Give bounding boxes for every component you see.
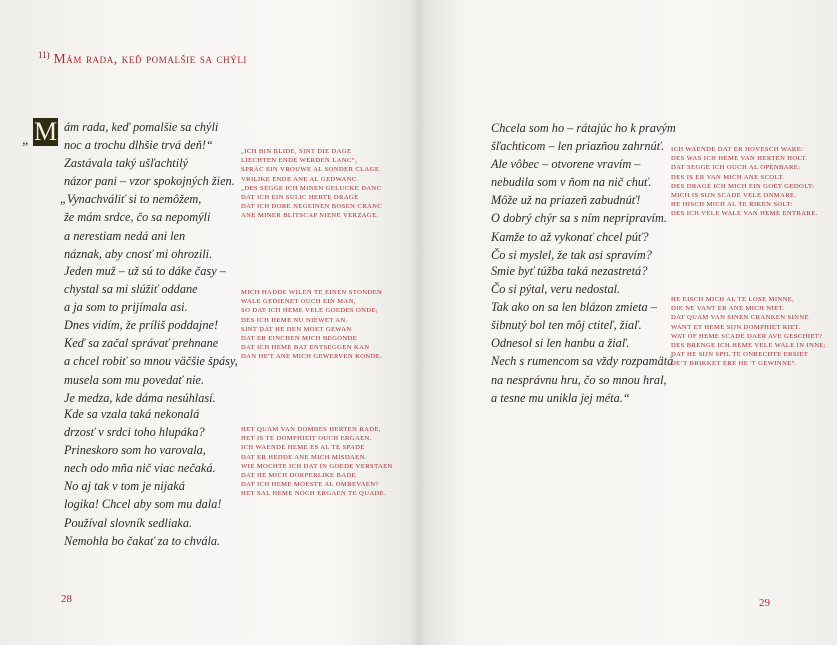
right-stanza-2 <box>491 262 673 407</box>
original-line: WANT ET HEME SIJN DOMPHIET RIET. <box>671 323 801 331</box>
verse-line: Tak ako on sa len blázon zmieta – <box>491 300 657 315</box>
verse-line: Nech s rumencom sa vždy rozpamätá <box>491 354 674 369</box>
verse-line: No aj tak v tom je nijaká <box>64 479 185 494</box>
verse-line: náznak, aby cnosť mi ohrozili. <box>64 246 213 261</box>
original-line: DES WAS ICH HEME VAN HERTEN HOLT. <box>671 155 808 163</box>
poem-number: 11) <box>38 50 50 60</box>
verse-line: a tesne mu unikla jej méta.“ <box>491 390 630 405</box>
poem-title: Mám rada, keď pomalšie sa chýli <box>53 51 248 66</box>
binding-stitch <box>416 360 419 374</box>
verse-line: Smie byť túžba taká nezastretá? <box>491 264 648 278</box>
binding-stitch <box>416 118 419 132</box>
original-line: DAT QUAM VAN SINEN CRANKEN SINNE <box>671 314 809 322</box>
verse-line: ám rada, keď pomalšie sa chýli <box>64 120 219 134</box>
original-line: SPRAC EIN VROUWE AL SONDER CLAGE <box>241 166 380 174</box>
page-number-left: 28 <box>61 593 72 605</box>
drop-cap: M <box>33 117 58 146</box>
original-line: DAT SEGGE ICH OUCH AL OPENBARE: <box>671 164 801 172</box>
verse-line: Zastávala taký ušľachtilý <box>64 156 189 171</box>
verse-line: a ja som to prijímala asi. <box>64 300 188 315</box>
original-line: HET QUAM VAN DOMBES HERTEN RADE, <box>241 426 381 433</box>
original-line: DIE NE VANT ER ANE MICH NIET. <box>671 305 785 313</box>
verse-line: Čo si pýtal, veru nedostal. <box>491 282 621 297</box>
left-stanza-3 <box>64 405 221 550</box>
original-line: DAN HE'T ANE MICH GEWERVEN KONDE. <box>241 353 383 361</box>
original-line: ICH WAENDE DAT ER HOVESCH WARE: <box>671 146 804 153</box>
left-stanza-2 <box>64 262 238 407</box>
verse-line: Čo si myslel, že tak asi spravím? <box>491 247 652 262</box>
opening-quote: „ <box>22 133 30 148</box>
verse-line: musela som mu povedať nie. <box>64 372 205 387</box>
original-line: DES ICH HEME NU NIEWET AN. <box>241 316 348 324</box>
verse-line: Používal slovník sedliaka. <box>64 515 193 530</box>
original-line: „DES SEGGE ICH MINEN GELUCKE DANC <box>241 184 382 192</box>
verse-line: logika! Chcel aby som mu dala! <box>64 497 222 512</box>
verse-line: a nerestiam nedá ani len <box>64 228 186 243</box>
verse-line: názor pani – vzor spokojných žien. <box>64 174 235 189</box>
original-line: DAT ER HEDDE ANE MICH MISDAEN. <box>241 453 367 461</box>
binding-stitch <box>416 248 419 260</box>
original-line: „ICH BIN BLIDE, SINT DIE DAGE <box>241 148 352 155</box>
verse-line: Kde sa vzala taká nekonalá <box>64 407 200 421</box>
original-line: DAT ICH DORE NEGEINEN BOSEN CRANC <box>241 203 383 211</box>
original-line: DE’T BRIKKET ERE HE 'T GEWINNE“. <box>671 360 798 368</box>
left-stanza-1 <box>60 118 235 263</box>
book-gutter <box>409 0 427 645</box>
left-original-block-2 <box>241 288 382 362</box>
original-line: MICH HADDE WILEN TE EINEN STONDEN <box>241 289 383 296</box>
verse-line: Kamže to až vykonať chcel púť? <box>491 229 649 244</box>
verse-line: že mám srdce, čo sa nepomýli <box>64 210 211 225</box>
original-line: ANE MINER BLITSCAP NIENE VERZAGE. <box>241 212 379 220</box>
original-line: HE HISCH MICH AL TE RIKEN SOLT: <box>671 201 793 209</box>
original-line: DAT ICH HEME BAT ENTSEGGEN KAN <box>241 344 370 352</box>
left-original-block-1 <box>241 147 382 221</box>
verse-line: Odnesol si len hanbu a žiaľ. <box>491 336 630 351</box>
verse-line: Ale vôbec – otvorene vravím – <box>491 157 641 172</box>
verse-line: „Vynachváliť si to nemôžem, <box>60 192 202 207</box>
binding-stitch <box>416 480 419 494</box>
verse-line: nech odo mňa nič viac nečaká. <box>64 461 216 476</box>
verse-line: Nemohla bo čakať za to chvála. <box>64 533 221 548</box>
original-line: DES ICH VELE WALE VAN HEME ENTBARE. <box>671 210 818 218</box>
original-line: WAT OF HEME SCADE DAER AVE GESCHIET? <box>671 332 823 340</box>
verse-line: Chcela som ho – rátajúc ho k pravým <box>491 121 676 135</box>
original-line: ICH WAENDE HEME ES AL TE SPADE <box>241 444 365 452</box>
right-original-block-2 <box>671 295 826 369</box>
verse-line: Môže už na priazeň zabudnúť! <box>491 193 641 208</box>
verse-line: noc a trochu dlhšie trvá deň!“ <box>64 138 213 153</box>
verse-line: drzosť v srdci toho hlupáka? <box>64 425 205 440</box>
verse-line: šľachticom – len priazňou zahrnúť. <box>491 139 665 154</box>
original-line: DAT HE MICH DORPERLIKE BADE <box>241 471 357 479</box>
original-line: LIECHTEN ENDE WERDEN LANC“, <box>241 157 358 165</box>
verse-line: Jeden muž – už sú to dáke časy – <box>64 264 226 278</box>
original-line: DAT ICH EIN SULIC HERTE DRAGE <box>241 193 359 201</box>
verse-line: Dnes vidím, že príliš poddajne! <box>64 318 219 333</box>
original-line: DAT ICH HEME MOESTE AL OMBEVAEN? <box>241 481 379 489</box>
original-line: SINT DAT HE DEN MOET GEWAN <box>241 325 352 333</box>
verse-line: Keď sa začal správať prehnane <box>64 336 219 351</box>
poem-heading <box>38 50 247 68</box>
original-line: HET SAL HEME NOCH ERGAEN TE QUADE. <box>241 490 387 498</box>
original-line: DES BRENGE ICH HEME VELE WALE IN INNE; <box>671 341 827 349</box>
verse-line: nebudila som v ňom na nič chuť. <box>491 175 652 190</box>
original-line: DES DRAGE ICH MICH EIN GOET GEDOLT: <box>671 182 815 190</box>
original-line: HET IS TE DOMPHIEIT OUCH ERGAEN. <box>241 435 372 443</box>
verse-line: Prineskoro som ho varovala, <box>64 443 206 458</box>
original-line: WIE MOCHTE ICH DAT IN GOEDE VERSTAEN <box>241 462 393 470</box>
right-stanza-1 <box>491 119 676 264</box>
original-line: WALE GEDIENET OUCH EIN MAN, <box>241 298 356 306</box>
verse-line: na nesprávnu hru, čo so mnou hral, <box>491 372 667 387</box>
verse-line: chystal sa mi slúžiť oddane <box>64 282 198 297</box>
verse-line: Je medza, kde dáma nesúhlasí. <box>64 390 216 405</box>
original-line: SO DAT ICH HEME VELE GOEDES ONDE; <box>241 307 379 315</box>
original-line: VRILIKE ENDE ANE AL GEDWANC. <box>241 175 359 183</box>
original-line: DES IS ER VAN MICH ANE SCOLT. <box>671 173 785 181</box>
right-original-block-1 <box>671 145 818 219</box>
original-line: DAT HE SIJN SPIL TE ONRECHTE ERSIET <box>671 351 809 359</box>
original-line: DAT ER EINCHEN MICH BEGONDE <box>241 334 358 342</box>
original-line: MICH IS SIJN SCADE VELE ONMARE. <box>671 191 797 199</box>
page-number-right: 29 <box>759 597 770 609</box>
verse-line: šibnutý bol ten môj ctiteľ, žiaľ. <box>491 318 642 333</box>
original-line: HE EISCH MICH AL TE LOSE MINNE, <box>671 296 795 303</box>
verse-line: a chcel robiť so mnou väčšie špásy, <box>64 354 238 369</box>
left-original-block-3 <box>241 425 393 499</box>
verse-line: O dobrý chýr sa s ním nepripravím. <box>491 211 667 226</box>
